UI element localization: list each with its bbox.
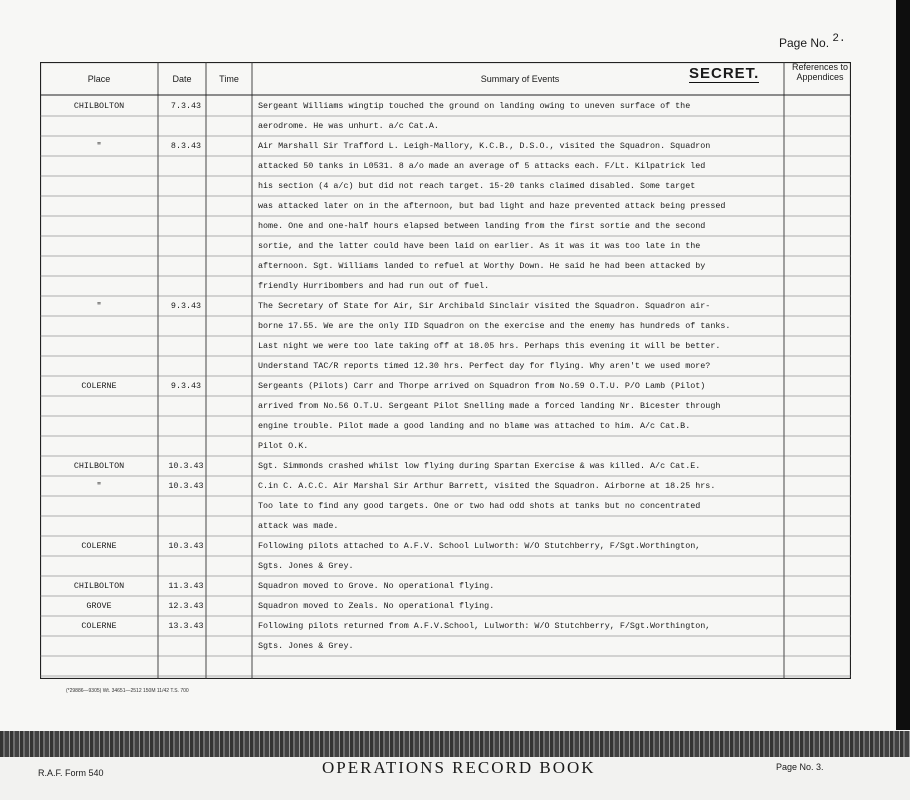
row-place: CHILBOLTON: [73, 581, 125, 591]
row-summary: was attacked later on in the afternoon, but bad light and haze prevented attack being pressed: [258, 201, 726, 211]
row-date: 9.3.43: [170, 381, 202, 391]
row-summary: Too late to find any good targets. One or two had odd shots at tanks but no concentrated: [258, 501, 701, 511]
printer-note: (*29886—9305) Wt. 34651—2512 150M 11/42 T.S. 700: [66, 688, 189, 694]
row-summary: arrived from No.56 O.T.U. Sergeant Pilot Snelling made a forced landing Nr. Bicester through: [258, 401, 721, 411]
row-place: [40, 416, 158, 436]
row-summary: Squadron moved to Grove. No operational flying.: [258, 581, 495, 591]
row-summary: Sergeants (Pilots) Carr and Thorpe arrived on Squadron from No.59 O.T.U. P/O Lamb (Pilot): [258, 381, 706, 391]
row-date: 13.3.43: [168, 621, 204, 631]
row-date: [162, 496, 210, 516]
row-date: 10.3.43: [168, 481, 204, 491]
book-title: OPERATIONS RECORD BOOK: [322, 758, 596, 777]
table-row: [40, 316, 851, 336]
row-date: [162, 436, 210, 456]
row-date: 10.3.43: [168, 541, 204, 551]
form-label: R.A.F. Form 540: [38, 768, 104, 778]
table-row: [40, 576, 851, 596]
row-date: [162, 176, 210, 196]
row-date: [162, 196, 210, 216]
row-date: 9.3.43: [170, 301, 202, 311]
row-date: 11.3.43: [168, 581, 204, 591]
row-summary: C.in C. A.C.C. Air Marshal Sir Arthur Barrett, visited the Squadron. Airborne at 18.25 hrs.: [258, 481, 716, 491]
row-summary: The Secretary of State for Air, Sir Archibald Sinclair visited the Squadron. Squadron air-: [258, 301, 711, 311]
row-place: [40, 316, 158, 336]
row-summary: home. One and one-half hours elapsed between landing from the first sortie and the second: [258, 221, 706, 231]
row-place: [40, 436, 158, 456]
row-date: 8.3.43: [170, 141, 202, 151]
row-place: [40, 256, 158, 276]
row-date: [162, 316, 210, 336]
row-summary: attacked 50 tanks in L0531. 8 a/o made an average of 5 attacks each. F/Lt. Kilpatrick led: [258, 161, 706, 171]
next-page-number: Page No. 3.: [776, 762, 824, 772]
table-row: [40, 256, 851, 276]
table-row: [40, 416, 851, 436]
row-summary: Following pilots attached to A.F.V. School Lulworth: W/O Stutchberry, F/Sgt.Worthington,: [258, 541, 701, 551]
header-summary: Summary of Events: [480, 74, 560, 84]
page-number: Page No. 2.: [779, 33, 846, 50]
row-place: [40, 516, 158, 536]
row-place: [40, 356, 158, 376]
row-date: [162, 116, 210, 136]
table-row: [40, 156, 851, 176]
row-place: [40, 236, 158, 256]
row-date: [162, 556, 210, 576]
row-date: [162, 416, 210, 436]
table-row: [40, 496, 851, 516]
table-row: [40, 136, 851, 156]
row-place: [40, 196, 158, 216]
secret-stamp: SECRET.: [689, 65, 760, 82]
scan-band: [0, 731, 910, 757]
row-place: [40, 556, 158, 576]
table-row: [40, 116, 851, 136]
table-row: [40, 536, 851, 556]
row-place: COLERNE: [81, 381, 117, 391]
table-row: [40, 276, 851, 296]
row-place: CHILBOLTON: [73, 461, 125, 471]
row-summary: Air Marshall Sir Trafford L. Leigh-Mallory, K.C.B., D.S.O., visited the Squadron. Squadron: [258, 141, 711, 151]
row-place: [40, 336, 158, 356]
row-place: [40, 156, 158, 176]
row-date: [162, 636, 210, 656]
row-summary: Sgts. Jones & Grey.: [258, 561, 354, 571]
row-date: [162, 516, 210, 536]
row-place: [40, 396, 158, 416]
row-date: [162, 356, 210, 376]
table-row: [40, 596, 851, 616]
row-summary: Sgts. Jones & Grey.: [258, 641, 354, 651]
table-row: [40, 356, 851, 376]
row-summary: Following pilots returned from A.F.V.School, Lulworth: W/O Stutchberry, F/Sgt.Worthington,: [258, 621, 711, 631]
row-summary: sortie, and the latter could have been laid on earlier. As it was it was too late in the: [258, 241, 701, 251]
row-date: 10.3.43: [168, 461, 204, 471]
row-summary: Last night we were too late taking off at 18.05 hrs. Perhaps this evening it will be better.: [258, 341, 721, 351]
table-row: [40, 556, 851, 576]
table-row: [40, 436, 851, 456]
row-place: [40, 636, 158, 656]
row-place: GROVE: [86, 601, 112, 611]
header-date: Date: [172, 74, 192, 84]
row-date: 12.3.43: [168, 601, 204, 611]
row-place: [40, 116, 158, 136]
row-summary: afternoon. Sgt. Williams landed to refuel at Worthy Down. He said he had been attacked by: [258, 261, 706, 271]
row-summary: aerodrome. He was unhurt. a/c Cat.A.: [258, 121, 439, 131]
row-place: COLERNE: [81, 621, 117, 631]
row-place: ": [96, 141, 102, 151]
row-place: [40, 216, 158, 236]
scan-edge: [896, 0, 910, 730]
table-row: [40, 196, 851, 216]
table-row: [40, 616, 851, 636]
row-place: [40, 276, 158, 296]
row-summary: Sergeant Williams wingtip touched the ground on landing owing to uneven surface of the: [258, 101, 691, 111]
row-place: ": [96, 481, 102, 491]
row-summary: borne 17.55. We are the only IID Squadron on the exercise and the enemy has hundreds of tanks.: [258, 321, 731, 331]
table-row: [40, 96, 851, 116]
table-row: [40, 376, 851, 396]
row-date: [162, 276, 210, 296]
table-row: [40, 216, 851, 236]
row-date: [162, 256, 210, 276]
row-summary: his section (4 a/c) but did not reach target. 15-20 tanks claimed disabled. Some target: [258, 181, 696, 191]
header-references: References to Appendices: [791, 62, 849, 82]
row-summary: Pilot O.K.: [258, 441, 309, 451]
table-row: [40, 396, 851, 416]
header-time: Time: [219, 74, 239, 84]
table-row: [40, 516, 851, 536]
row-date: [162, 336, 210, 356]
table-row: [40, 456, 851, 476]
row-place: CHILBOLTON: [73, 101, 125, 111]
row-summary: engine trouble. Pilot made a good landing and no blame was attached to him. A/c Cat.B.: [258, 421, 691, 431]
row-summary: attack was made.: [258, 521, 339, 531]
table-row: [40, 336, 851, 356]
header-place: Place: [87, 74, 111, 84]
row-date: [162, 396, 210, 416]
row-date: [162, 216, 210, 236]
table-row: [40, 476, 851, 496]
row-date: [162, 236, 210, 256]
row-place: ": [96, 301, 102, 311]
table-row: [40, 296, 851, 316]
row-summary: friendly Hurribombers and had run out of fuel.: [258, 281, 490, 291]
row-place: COLERNE: [81, 541, 117, 551]
table-row: [40, 636, 851, 656]
row-place: [40, 176, 158, 196]
row-place: [40, 496, 158, 516]
row-date: 7.3.43: [170, 101, 202, 111]
table-row: [40, 236, 851, 256]
row-summary: Sgt. Simmonds crashed whilst low flying during Spartan Exercise & was killed. A/c Cat.E.: [258, 461, 701, 471]
row-summary: Squadron moved to Zeals. No operational flying.: [258, 601, 495, 611]
table-row: [40, 176, 851, 196]
row-date: [162, 156, 210, 176]
row-summary: Understand TAC/R reports timed 12.30 hrs. Perfect day for flying. Why aren't we used more?: [258, 361, 711, 371]
